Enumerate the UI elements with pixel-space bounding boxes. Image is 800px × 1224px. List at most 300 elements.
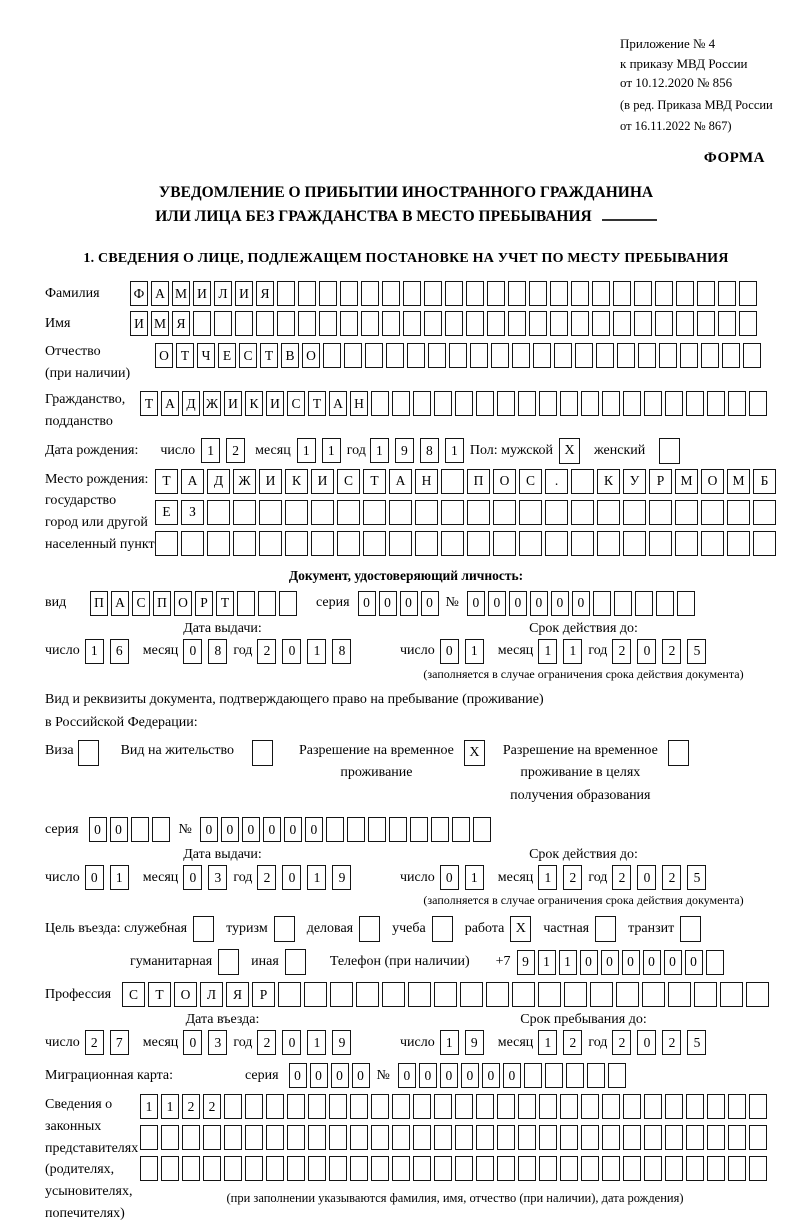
char-cell[interactable]: 0 (282, 639, 301, 664)
char-cell[interactable] (533, 343, 551, 368)
char-cell[interactable]: 2 (563, 865, 582, 890)
char-cell[interactable] (259, 531, 282, 556)
entry-day-cells[interactable] (85, 1030, 135, 1055)
char-cell[interactable]: К (597, 469, 620, 494)
char-cell[interactable] (518, 391, 536, 416)
char-cell[interactable] (431, 817, 449, 842)
doc-series-cells[interactable] (358, 591, 442, 616)
char-cell[interactable] (256, 311, 274, 336)
char-cell[interactable] (739, 311, 757, 336)
char-cell[interactable] (323, 343, 341, 368)
char-cell[interactable] (470, 343, 488, 368)
char-cell[interactable] (476, 1094, 494, 1119)
char-cell[interactable]: 0 (85, 865, 104, 890)
char-cell[interactable] (644, 1125, 662, 1150)
char-cell[interactable] (441, 469, 464, 494)
char-cell[interactable] (413, 1156, 431, 1181)
char-cell[interactable]: 2 (662, 639, 681, 664)
char-cell[interactable] (512, 982, 535, 1007)
char-cell[interactable] (634, 311, 652, 336)
char-cell[interactable] (155, 531, 178, 556)
char-cell[interactable] (382, 281, 400, 306)
char-cell[interactable] (720, 982, 743, 1007)
char-cell[interactable]: П (467, 469, 490, 494)
char-cell[interactable]: Т (216, 591, 234, 616)
char-cell[interactable] (407, 343, 425, 368)
char-cell[interactable]: С (287, 391, 305, 416)
char-cell[interactable] (686, 1125, 704, 1150)
char-cell[interactable] (623, 1094, 641, 1119)
char-cell[interactable] (560, 1094, 578, 1119)
char-cell[interactable] (508, 281, 526, 306)
char-cell[interactable] (746, 982, 769, 1007)
char-cell[interactable]: К (245, 391, 263, 416)
char-cell[interactable]: О (155, 343, 173, 368)
char-cell[interactable] (329, 1094, 347, 1119)
char-cell[interactable] (497, 1156, 515, 1181)
char-cell[interactable] (644, 391, 662, 416)
char-cell[interactable] (613, 281, 631, 306)
char-cell[interactable]: С (337, 469, 360, 494)
char-cell[interactable] (266, 1125, 284, 1150)
char-cell[interactable] (415, 531, 438, 556)
purpose-work-checkbox[interactable]: X (510, 916, 531, 942)
char-cell[interactable]: 6 (110, 639, 129, 664)
residence-series-cells[interactable] (89, 817, 173, 842)
char-cell[interactable]: 0 (637, 1030, 656, 1055)
char-cell[interactable]: 0 (331, 1063, 349, 1088)
char-cell[interactable] (602, 1125, 620, 1150)
char-cell[interactable]: 1 (307, 865, 326, 890)
char-cell[interactable] (445, 311, 463, 336)
char-cell[interactable] (677, 591, 695, 616)
char-cell[interactable] (326, 817, 344, 842)
char-cell[interactable] (545, 1063, 563, 1088)
char-cell[interactable]: 1 (465, 639, 484, 664)
char-cell[interactable]: А (329, 391, 347, 416)
char-cell[interactable] (361, 311, 379, 336)
char-cell[interactable]: 1 (440, 1030, 459, 1055)
char-cell[interactable] (718, 281, 736, 306)
char-cell[interactable] (701, 500, 724, 525)
char-cell[interactable]: 5 (687, 639, 706, 664)
char-cell[interactable] (571, 500, 594, 525)
char-cell[interactable] (224, 1094, 242, 1119)
char-cell[interactable] (554, 343, 572, 368)
res-valid-year-cells[interactable] (612, 865, 712, 890)
char-cell[interactable]: 8 (420, 438, 439, 463)
char-cell[interactable] (728, 1094, 746, 1119)
char-cell[interactable] (415, 500, 438, 525)
char-cell[interactable]: Ж (233, 469, 256, 494)
char-cell[interactable]: Т (363, 469, 386, 494)
char-cell[interactable] (455, 1125, 473, 1150)
char-cell[interactable] (602, 1156, 620, 1181)
char-cell[interactable]: Я (226, 982, 249, 1007)
char-cell[interactable] (363, 531, 386, 556)
char-cell[interactable]: Ф (130, 281, 148, 306)
char-cell[interactable] (545, 531, 568, 556)
char-cell[interactable]: 3 (208, 1030, 227, 1055)
char-cell[interactable] (266, 1156, 284, 1181)
char-cell[interactable] (497, 1094, 515, 1119)
char-cell[interactable] (389, 531, 412, 556)
legal-row1-cells[interactable] (140, 1094, 770, 1119)
char-cell[interactable]: Е (218, 343, 236, 368)
char-cell[interactable] (680, 343, 698, 368)
char-cell[interactable] (743, 343, 761, 368)
char-cell[interactable]: 0 (110, 817, 128, 842)
char-cell[interactable] (508, 311, 526, 336)
char-cell[interactable] (441, 500, 464, 525)
char-cell[interactable]: 1 (201, 438, 220, 463)
char-cell[interactable] (571, 281, 589, 306)
char-cell[interactable] (614, 591, 632, 616)
char-cell[interactable] (287, 1094, 305, 1119)
char-cell[interactable] (434, 982, 457, 1007)
char-cell[interactable] (298, 281, 316, 306)
char-cell[interactable] (285, 500, 308, 525)
birth-year-cells[interactable] (370, 438, 470, 463)
char-cell[interactable] (337, 500, 360, 525)
char-cell[interactable] (668, 982, 691, 1007)
char-cell[interactable] (753, 500, 776, 525)
char-cell[interactable]: 0 (601, 950, 619, 975)
char-cell[interactable]: 1 (297, 438, 316, 463)
char-cell[interactable] (649, 500, 672, 525)
char-cell[interactable] (560, 1125, 578, 1150)
char-cell[interactable] (575, 343, 593, 368)
char-cell[interactable] (539, 391, 557, 416)
char-cell[interactable] (701, 343, 719, 368)
char-cell[interactable]: 0 (503, 1063, 521, 1088)
char-cell[interactable]: 0 (440, 1063, 458, 1088)
legal-row2-cells[interactable] (140, 1125, 770, 1150)
char-cell[interactable]: П (90, 591, 108, 616)
char-cell[interactable] (350, 1094, 368, 1119)
char-cell[interactable]: Д (207, 469, 230, 494)
phone-cells[interactable] (517, 950, 727, 975)
doc-number-cells[interactable] (467, 591, 698, 616)
char-cell[interactable]: 2 (612, 865, 631, 890)
char-cell[interactable]: 9 (332, 865, 351, 890)
char-cell[interactable]: 9 (517, 950, 535, 975)
birth-place-row2-cells[interactable] (155, 500, 779, 525)
char-cell[interactable]: 2 (612, 1030, 631, 1055)
issue-day-cells[interactable] (85, 639, 135, 664)
char-cell[interactable] (581, 391, 599, 416)
char-cell[interactable] (408, 982, 431, 1007)
char-cell[interactable] (434, 1094, 452, 1119)
char-cell[interactable] (623, 1125, 641, 1150)
char-cell[interactable] (224, 1156, 242, 1181)
char-cell[interactable] (550, 281, 568, 306)
char-cell[interactable]: 0 (637, 639, 656, 664)
char-cell[interactable]: И (224, 391, 242, 416)
char-cell[interactable]: И (259, 469, 282, 494)
char-cell[interactable] (665, 1125, 683, 1150)
char-cell[interactable] (602, 391, 620, 416)
char-cell[interactable] (539, 1156, 557, 1181)
char-cell[interactable] (287, 1156, 305, 1181)
char-cell[interactable]: М (172, 281, 190, 306)
issue-year-cells[interactable] (257, 639, 357, 664)
char-cell[interactable] (739, 281, 757, 306)
char-cell[interactable]: 1 (538, 639, 557, 664)
char-cell[interactable]: И (311, 469, 334, 494)
char-cell[interactable]: 0 (282, 865, 301, 890)
char-cell[interactable]: О (174, 591, 192, 616)
char-cell[interactable] (337, 531, 360, 556)
char-cell[interactable]: 0 (242, 817, 260, 842)
char-cell[interactable] (701, 531, 724, 556)
char-cell[interactable] (233, 531, 256, 556)
char-cell[interactable]: Л (214, 281, 232, 306)
char-cell[interactable]: 0 (551, 591, 569, 616)
char-cell[interactable] (224, 1125, 242, 1150)
char-cell[interactable] (363, 500, 386, 525)
char-cell[interactable] (659, 343, 677, 368)
stay-day-cells[interactable] (440, 1030, 490, 1055)
char-cell[interactable] (642, 982, 665, 1007)
surname-cells[interactable] (130, 281, 760, 306)
char-cell[interactable] (529, 281, 547, 306)
char-cell[interactable]: 0 (419, 1063, 437, 1088)
char-cell[interactable] (392, 1094, 410, 1119)
char-cell[interactable] (518, 1094, 536, 1119)
char-cell[interactable]: 0 (310, 1063, 328, 1088)
char-cell[interactable]: Я (172, 311, 190, 336)
visa-checkbox[interactable] (78, 740, 99, 766)
char-cell[interactable] (694, 982, 717, 1007)
char-cell[interactable]: З (181, 500, 204, 525)
char-cell[interactable] (665, 1156, 683, 1181)
char-cell[interactable] (356, 982, 379, 1007)
migration-series-cells[interactable] (289, 1063, 373, 1088)
char-cell[interactable] (486, 982, 509, 1007)
char-cell[interactable] (460, 982, 483, 1007)
char-cell[interactable]: А (389, 469, 412, 494)
birth-place-row1-cells[interactable] (155, 469, 779, 494)
char-cell[interactable]: 0 (200, 817, 218, 842)
entry-year-cells[interactable] (257, 1030, 357, 1055)
char-cell[interactable] (675, 500, 698, 525)
char-cell[interactable] (675, 531, 698, 556)
char-cell[interactable]: С (122, 982, 145, 1007)
char-cell[interactable]: П (153, 591, 171, 616)
char-cell[interactable] (428, 343, 446, 368)
char-cell[interactable] (644, 1156, 662, 1181)
char-cell[interactable] (676, 281, 694, 306)
char-cell[interactable] (718, 311, 736, 336)
char-cell[interactable] (596, 343, 614, 368)
char-cell[interactable]: 1 (563, 639, 582, 664)
char-cell[interactable] (287, 1125, 305, 1150)
char-cell[interactable]: А (181, 469, 204, 494)
char-cell[interactable]: О (701, 469, 724, 494)
char-cell[interactable] (564, 982, 587, 1007)
char-cell[interactable]: М (151, 311, 169, 336)
char-cell[interactable]: 0 (282, 1030, 301, 1055)
char-cell[interactable] (371, 391, 389, 416)
char-cell[interactable] (441, 531, 464, 556)
char-cell[interactable]: 1 (307, 1030, 326, 1055)
char-cell[interactable] (368, 817, 386, 842)
char-cell[interactable] (473, 817, 491, 842)
char-cell[interactable] (649, 531, 672, 556)
char-cell[interactable]: 0 (305, 817, 323, 842)
char-cell[interactable] (644, 1094, 662, 1119)
char-cell[interactable]: Н (415, 469, 438, 494)
char-cell[interactable] (392, 1156, 410, 1181)
char-cell[interactable] (617, 343, 635, 368)
char-cell[interactable] (608, 1063, 626, 1088)
birth-month-cells[interactable] (297, 438, 347, 463)
char-cell[interactable]: 0 (482, 1063, 500, 1088)
char-cell[interactable] (728, 391, 746, 416)
char-cell[interactable] (623, 1156, 641, 1181)
char-cell[interactable]: О (302, 343, 320, 368)
char-cell[interactable] (476, 391, 494, 416)
char-cell[interactable] (203, 1156, 221, 1181)
char-cell[interactable]: 1 (559, 950, 577, 975)
char-cell[interactable]: 2 (257, 639, 276, 664)
char-cell[interactable] (382, 311, 400, 336)
purpose-official-checkbox[interactable] (193, 916, 214, 942)
char-cell[interactable] (602, 1094, 620, 1119)
char-cell[interactable] (592, 281, 610, 306)
char-cell[interactable]: 1 (322, 438, 341, 463)
char-cell[interactable] (749, 1156, 767, 1181)
char-cell[interactable]: 9 (395, 438, 414, 463)
char-cell[interactable] (277, 311, 295, 336)
char-cell[interactable] (539, 1094, 557, 1119)
entry-month-cells[interactable] (183, 1030, 233, 1055)
char-cell[interactable] (560, 391, 578, 416)
char-cell[interactable] (455, 1156, 473, 1181)
char-cell[interactable] (131, 817, 149, 842)
char-cell[interactable]: М (727, 469, 750, 494)
char-cell[interactable]: 0 (183, 639, 202, 664)
char-cell[interactable] (539, 1125, 557, 1150)
char-cell[interactable] (311, 531, 334, 556)
char-cell[interactable] (413, 1125, 431, 1150)
valid-day-cells[interactable] (440, 639, 490, 664)
valid-month-cells[interactable] (538, 639, 588, 664)
residence-permit-checkbox[interactable] (252, 740, 273, 766)
char-cell[interactable] (676, 311, 694, 336)
char-cell[interactable]: 5 (687, 865, 706, 890)
char-cell[interactable]: К (285, 469, 308, 494)
char-cell[interactable] (344, 343, 362, 368)
char-cell[interactable] (686, 391, 704, 416)
char-cell[interactable] (487, 281, 505, 306)
char-cell[interactable] (413, 391, 431, 416)
char-cell[interactable]: 0 (183, 1030, 202, 1055)
char-cell[interactable]: 0 (263, 817, 281, 842)
char-cell[interactable] (140, 1125, 158, 1150)
char-cell[interactable] (350, 1125, 368, 1150)
char-cell[interactable]: А (151, 281, 169, 306)
char-cell[interactable] (727, 500, 750, 525)
char-cell[interactable] (285, 531, 308, 556)
char-cell[interactable]: 0 (488, 591, 506, 616)
char-cell[interactable] (449, 343, 467, 368)
patronymic-cells[interactable] (155, 343, 764, 368)
char-cell[interactable]: 0 (440, 865, 459, 890)
char-cell[interactable] (330, 982, 353, 1007)
char-cell[interactable]: 0 (580, 950, 598, 975)
char-cell[interactable] (452, 817, 470, 842)
char-cell[interactable] (207, 531, 230, 556)
char-cell[interactable] (245, 1156, 263, 1181)
char-cell[interactable] (434, 1156, 452, 1181)
char-cell[interactable] (245, 1094, 263, 1119)
char-cell[interactable]: И (193, 281, 211, 306)
char-cell[interactable]: 2 (203, 1094, 221, 1119)
char-cell[interactable] (467, 500, 490, 525)
char-cell[interactable] (279, 591, 297, 616)
char-cell[interactable]: 2 (257, 1030, 276, 1055)
temp-residence-edu-checkbox[interactable] (668, 740, 689, 766)
char-cell[interactable] (365, 343, 383, 368)
char-cell[interactable]: 1 (445, 438, 464, 463)
char-cell[interactable] (403, 311, 421, 336)
char-cell[interactable] (424, 311, 442, 336)
purpose-humanitarian-checkbox[interactable] (218, 949, 239, 975)
char-cell[interactable]: 1 (538, 950, 556, 975)
char-cell[interactable] (410, 817, 428, 842)
char-cell[interactable] (403, 281, 421, 306)
char-cell[interactable] (529, 311, 547, 336)
char-cell[interactable]: 8 (332, 639, 351, 664)
char-cell[interactable]: Е (155, 500, 178, 525)
char-cell[interactable]: 0 (89, 817, 107, 842)
char-cell[interactable] (722, 343, 740, 368)
char-cell[interactable] (707, 391, 725, 416)
char-cell[interactable] (728, 1156, 746, 1181)
char-cell[interactable]: 0 (289, 1063, 307, 1088)
char-cell[interactable] (386, 343, 404, 368)
res-issue-year-cells[interactable] (257, 865, 357, 890)
name-cells[interactable] (130, 311, 760, 336)
char-cell[interactable]: 2 (257, 865, 276, 890)
char-cell[interactable] (476, 1125, 494, 1150)
char-cell[interactable] (545, 500, 568, 525)
char-cell[interactable] (587, 1063, 605, 1088)
char-cell[interactable] (466, 311, 484, 336)
char-cell[interactable] (518, 1125, 536, 1150)
char-cell[interactable] (497, 391, 515, 416)
char-cell[interactable] (214, 311, 232, 336)
char-cell[interactable]: Т (308, 391, 326, 416)
char-cell[interactable]: Н (350, 391, 368, 416)
char-cell[interactable]: 0 (685, 950, 703, 975)
char-cell[interactable]: Т (260, 343, 278, 368)
legal-row3-cells[interactable] (140, 1156, 770, 1181)
char-cell[interactable] (571, 469, 594, 494)
char-cell[interactable] (497, 1125, 515, 1150)
char-cell[interactable]: . (545, 469, 568, 494)
purpose-tourism-checkbox[interactable] (274, 916, 295, 942)
birth-day-cells[interactable] (201, 438, 251, 463)
char-cell[interactable] (597, 500, 620, 525)
char-cell[interactable]: 7 (110, 1030, 129, 1055)
char-cell[interactable] (749, 1094, 767, 1119)
char-cell[interactable]: 8 (208, 639, 227, 664)
res-valid-month-cells[interactable] (538, 865, 588, 890)
char-cell[interactable] (581, 1156, 599, 1181)
